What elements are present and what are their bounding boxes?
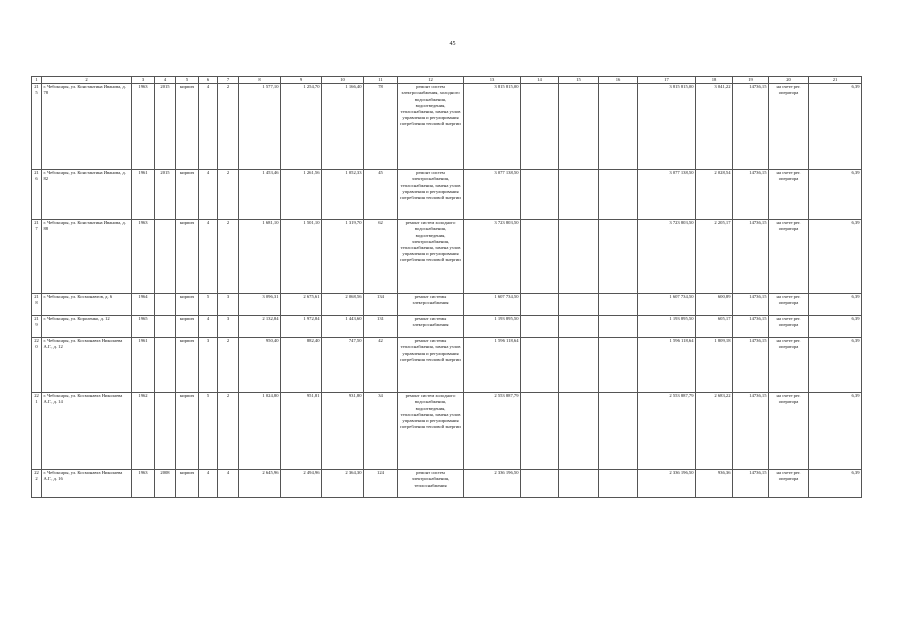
table-row	[32, 393, 862, 470]
cell-cost-local	[599, 170, 638, 220]
cell-year-built: 1961	[132, 170, 155, 220]
cell-fund-method: на счете рег. оператора	[769, 294, 809, 316]
cell-floors: 3	[199, 338, 218, 393]
cell-cost-local	[599, 316, 638, 338]
cell-row-number: 221	[32, 393, 42, 470]
cell-row-number: 217	[32, 220, 42, 294]
cell-year-built: 1963	[132, 84, 155, 170]
cell-residents: 34	[364, 393, 398, 470]
cell-total-area: 1 453,46	[239, 170, 281, 220]
cell-wall-material: кирпич	[176, 220, 199, 294]
cell-area-residential: 931,80	[322, 393, 364, 470]
cell-fund-method: на счете рег. оператора	[769, 470, 809, 498]
cell-area-apartments: 1 261,56	[281, 170, 322, 220]
cell-area-apartments: 2 675,61	[281, 294, 322, 316]
cell-year-repair	[155, 316, 176, 338]
cell-specific-cost: 936,36	[696, 470, 733, 498]
header-cell: 17	[638, 77, 696, 84]
cell-floors: 4	[199, 470, 218, 498]
cell-contribution-rate: 6,39	[809, 170, 862, 220]
cell-area-residential: 1 166,40	[322, 84, 364, 170]
table-row	[32, 294, 862, 316]
cell-year-repair: 2015	[155, 170, 176, 220]
cell-row-number: 218	[32, 294, 42, 316]
cell-contribution-rate: 6,39	[809, 84, 862, 170]
cell-total-area: 1 681,10	[239, 220, 281, 294]
cell-work-types: ремонт системы теплоснабжения, замена узлов управления и регулирования потребления тепловой энергии	[398, 338, 464, 393]
cell-address: г. Чебоксары, ул. Космонавта Николаева А.Г., д. 12	[42, 338, 132, 393]
cell-row-number: 222	[32, 470, 42, 498]
cell-cost-federal	[521, 393, 559, 470]
cell-cost-local	[599, 393, 638, 470]
cell-floors: 4	[199, 170, 218, 220]
cell-contribution-rate: 6,39	[809, 294, 862, 316]
cell-address: г. Чебоксары, ул. Космонавта Николаева А.Г., д. 14	[42, 393, 132, 470]
cell-area-residential: 1 443,60	[322, 316, 364, 338]
cell-cost-total: 3 723 803,50	[464, 220, 521, 294]
cell-floors: 4	[199, 316, 218, 338]
cell-residents: 124	[364, 470, 398, 498]
cell-year-built: 1964	[132, 294, 155, 316]
cell-row-number: 220	[32, 338, 42, 393]
cell-area-apartments: 951,81	[281, 393, 322, 470]
cell-cost-regional	[559, 338, 599, 393]
cell-cost-federal	[521, 470, 559, 498]
cell-area-residential: 1 052,33	[322, 170, 364, 220]
cell-fund-method: на счете рег. оператора	[769, 170, 809, 220]
table-row	[32, 338, 862, 393]
header-cell: 5	[176, 77, 199, 84]
cell-specific-cost: 2 028,54	[696, 170, 733, 220]
cell-specific-cost: 2 205,17	[696, 220, 733, 294]
cell-year-built: 1962	[132, 393, 155, 470]
cell-cost-total: 3 077 138,50	[464, 170, 521, 220]
cell-area-residential: 747,50	[322, 338, 364, 393]
cell-max-cost: 14736,15	[733, 170, 769, 220]
cell-cost-regional	[559, 220, 599, 294]
cell-row-number: 219	[32, 316, 42, 338]
cell-entrances: 2	[218, 220, 239, 294]
cell-contribution-rate: 6,39	[809, 316, 862, 338]
cell-cost-owners: 1 607 734,50	[638, 294, 696, 316]
cell-cost-owners: 2 553 887,79	[638, 393, 696, 470]
table-row	[32, 316, 862, 338]
header-cell: 13	[464, 77, 521, 84]
cell-cost-regional	[559, 393, 599, 470]
cell-cost-total: 2 336 196,50	[464, 470, 521, 498]
cell-address: г. Чебоксары, ул. Константина Иванова, д. 88	[42, 220, 132, 294]
cell-residents: 62	[364, 220, 398, 294]
cell-area-apartments: 1 972,84	[281, 316, 322, 338]
cell-residents: 78	[364, 84, 398, 170]
capital-repair-table	[31, 76, 862, 498]
cell-cost-owners: 3 077 138,50	[638, 170, 696, 220]
cell-work-types: ремонт систем электроснабжения, теплоснабжения	[398, 470, 464, 498]
cell-max-cost: 14736,15	[733, 294, 769, 316]
cell-cost-total: 1 596 118,64	[464, 338, 521, 393]
cell-specific-cost: 600,89	[696, 294, 733, 316]
cell-floors: 5	[199, 393, 218, 470]
cell-cost-federal	[521, 338, 559, 393]
cell-cost-federal	[521, 316, 559, 338]
page-number: 45	[449, 41, 456, 47]
cell-year-repair: 2008	[155, 470, 176, 498]
header-cell: 16	[599, 77, 638, 84]
header-cell: 12	[398, 77, 464, 84]
cell-contribution-rate: 6,39	[809, 393, 862, 470]
cell-max-cost: 14736,15	[733, 393, 769, 470]
cell-cost-owners: 2 336 196,50	[638, 470, 696, 498]
header-cell: 18	[696, 77, 733, 84]
cell-entrances: 3	[218, 316, 239, 338]
cell-area-residential: 2 364,30	[322, 470, 364, 498]
cell-cost-local	[599, 338, 638, 393]
cell-area-apartments: 2 494,96	[281, 470, 322, 498]
cell-contribution-rate: 6,39	[809, 470, 862, 498]
cell-year-repair	[155, 220, 176, 294]
header-cell: 19	[733, 77, 769, 84]
cell-address: г. Чебоксары, ул. Космонавтов, д. 6	[42, 294, 132, 316]
header-cell: 8	[239, 77, 281, 84]
cell-specific-cost: 605,17	[696, 316, 733, 338]
cell-entrances: 3	[218, 294, 239, 316]
cell-floors: 4	[199, 220, 218, 294]
cell-total-area: 2 132,84	[239, 316, 281, 338]
cell-cost-total: 2 553 887,79	[464, 393, 521, 470]
cell-fund-method: на счете рег. оператора	[769, 84, 809, 170]
cell-year-built: 1963	[132, 470, 155, 498]
cell-address: г. Чебоксары, ул. Короленко, д. 12	[42, 316, 132, 338]
cell-work-types: ремонт системы электроснабжения	[398, 294, 464, 316]
header-cell: 9	[281, 77, 322, 84]
cell-address: г. Чебоксары, ул. Константина Иванова, д. 82	[42, 170, 132, 220]
cell-residents: 134	[364, 294, 398, 316]
cell-fund-method: на счете рег. оператора	[769, 338, 809, 393]
cell-cost-owners: 3 815 815,00	[638, 84, 696, 170]
header-cell: 15	[559, 77, 599, 84]
cell-fund-method: на счете рег. оператора	[769, 393, 809, 470]
cell-wall-material: кирпич	[176, 470, 199, 498]
header-cell: 3	[132, 77, 155, 84]
header-cell: 11	[364, 77, 398, 84]
table-row	[32, 470, 862, 498]
cell-work-types: ремонт систем холодного водоснабжения, водоотведения, электроснабжения, теплоснабжения, замена узлов управления и регулирования потребления тепловой энергии	[398, 220, 464, 294]
cell-entrances: 2	[218, 393, 239, 470]
cell-cost-federal	[521, 84, 559, 170]
cell-total-area: 1 577,10	[239, 84, 281, 170]
cell-cost-federal	[521, 170, 559, 220]
cell-year-repair	[155, 338, 176, 393]
cell-floors: 5	[199, 294, 218, 316]
cell-area-apartments: 882,40	[281, 338, 322, 393]
cell-cost-owners: 3 723 803,50	[638, 220, 696, 294]
cell-wall-material: кирпич	[176, 170, 199, 220]
cell-cost-federal	[521, 220, 559, 294]
cell-year-built: 1965	[132, 316, 155, 338]
cell-cost-regional	[559, 470, 599, 498]
cell-year-repair: 2015	[155, 84, 176, 170]
cell-cost-federal	[521, 294, 559, 316]
cell-fund-method: на счете рег. оператора	[769, 220, 809, 294]
cell-entrances: 2	[218, 84, 239, 170]
cell-cost-owners: 1 193 895,50	[638, 316, 696, 338]
cell-cost-regional	[559, 316, 599, 338]
cell-year-built: 1963	[132, 220, 155, 294]
cell-cost-owners: 1 596 118,64	[638, 338, 696, 393]
cell-wall-material: кирпич	[176, 84, 199, 170]
cell-max-cost: 14736,15	[733, 220, 769, 294]
cell-work-types: ремонт систем холодного водоснабжения, водоотведения, теплоснабжения, замена узлов управления и регулирования потребления тепловой энергии	[398, 393, 464, 470]
header-row	[32, 77, 862, 84]
cell-entrances: 2	[218, 170, 239, 220]
header-cell: 21	[809, 77, 862, 84]
table-row	[32, 84, 862, 170]
cell-cost-regional	[559, 170, 599, 220]
cell-cost-local	[599, 84, 638, 170]
header-cell: 4	[155, 77, 176, 84]
cell-residents: 42	[364, 338, 398, 393]
header-cell: 2	[42, 77, 132, 84]
cell-area-residential: 2 068,56	[322, 294, 364, 316]
cell-year-built: 1961	[132, 338, 155, 393]
cell-max-cost: 14736,15	[733, 84, 769, 170]
cell-entrances: 4	[218, 470, 239, 498]
cell-cost-total: 1 193 895,50	[464, 316, 521, 338]
cell-contribution-rate: 6,39	[809, 338, 862, 393]
cell-area-residential: 1 319,70	[322, 220, 364, 294]
table-row	[32, 220, 862, 294]
cell-wall-material: кирпич	[176, 393, 199, 470]
cell-area-apartments: 1 254,70	[281, 84, 322, 170]
cell-wall-material: кирпич	[176, 338, 199, 393]
cell-cost-total: 1 607 734,50	[464, 294, 521, 316]
cell-work-types: ремонт системы электроснабжения	[398, 316, 464, 338]
cell-max-cost: 14736,15	[733, 338, 769, 393]
cell-year-repair	[155, 294, 176, 316]
cell-max-cost: 14736,15	[733, 470, 769, 498]
cell-work-types: ремонт систем электроснабжения, теплоснабжения, замена узлов управления и регулирования потребления тепловой энергии	[398, 170, 464, 220]
header-cell: 10	[322, 77, 364, 84]
header-cell: 7	[218, 77, 239, 84]
cell-total-area: 950,40	[239, 338, 281, 393]
cell-wall-material: кирпич	[176, 294, 199, 316]
cell-total-area: 2 645,96	[239, 470, 281, 498]
cell-specific-cost: 2 683,22	[696, 393, 733, 470]
cell-residents: 131	[364, 316, 398, 338]
cell-work-types: ремонт систем электроснабжения, холодного водоснабжения, водоотведения, теплоснабжения, замена узлов управления и регулирования потребления тепловой энергии	[398, 84, 464, 170]
header-cell: 6	[199, 77, 218, 84]
cell-wall-material: кирпич	[176, 316, 199, 338]
cell-cost-local	[599, 470, 638, 498]
cell-cost-total: 3 815 815,00	[464, 84, 521, 170]
header-cell: 1	[32, 77, 42, 84]
cell-row-number: 215	[32, 84, 42, 170]
cell-total-area: 1 024,80	[239, 393, 281, 470]
cell-address: г. Чебоксары, ул. Космонавта Николаева А.Г., д. 16	[42, 470, 132, 498]
cell-fund-method: на счете рег. оператора	[769, 316, 809, 338]
header-cell: 20	[769, 77, 809, 84]
cell-total-area: 3 096,31	[239, 294, 281, 316]
cell-cost-local	[599, 294, 638, 316]
cell-residents: 45	[364, 170, 398, 220]
cell-cost-regional	[559, 84, 599, 170]
cell-year-repair	[155, 393, 176, 470]
cell-specific-cost: 3 041,22	[696, 84, 733, 170]
cell-address: г. Чебоксары, ул. Константина Иванова, д. 78	[42, 84, 132, 170]
table-row	[32, 170, 862, 220]
cell-cost-regional	[559, 294, 599, 316]
header-cell: 14	[521, 77, 559, 84]
cell-entrances: 2	[218, 338, 239, 393]
cell-row-number: 216	[32, 170, 42, 220]
cell-area-apartments: 1 501,10	[281, 220, 322, 294]
cell-contribution-rate: 6,39	[809, 220, 862, 294]
cell-floors: 4	[199, 84, 218, 170]
cell-specific-cost: 1 809,18	[696, 338, 733, 393]
cell-cost-local	[599, 220, 638, 294]
cell-max-cost: 14736,15	[733, 316, 769, 338]
